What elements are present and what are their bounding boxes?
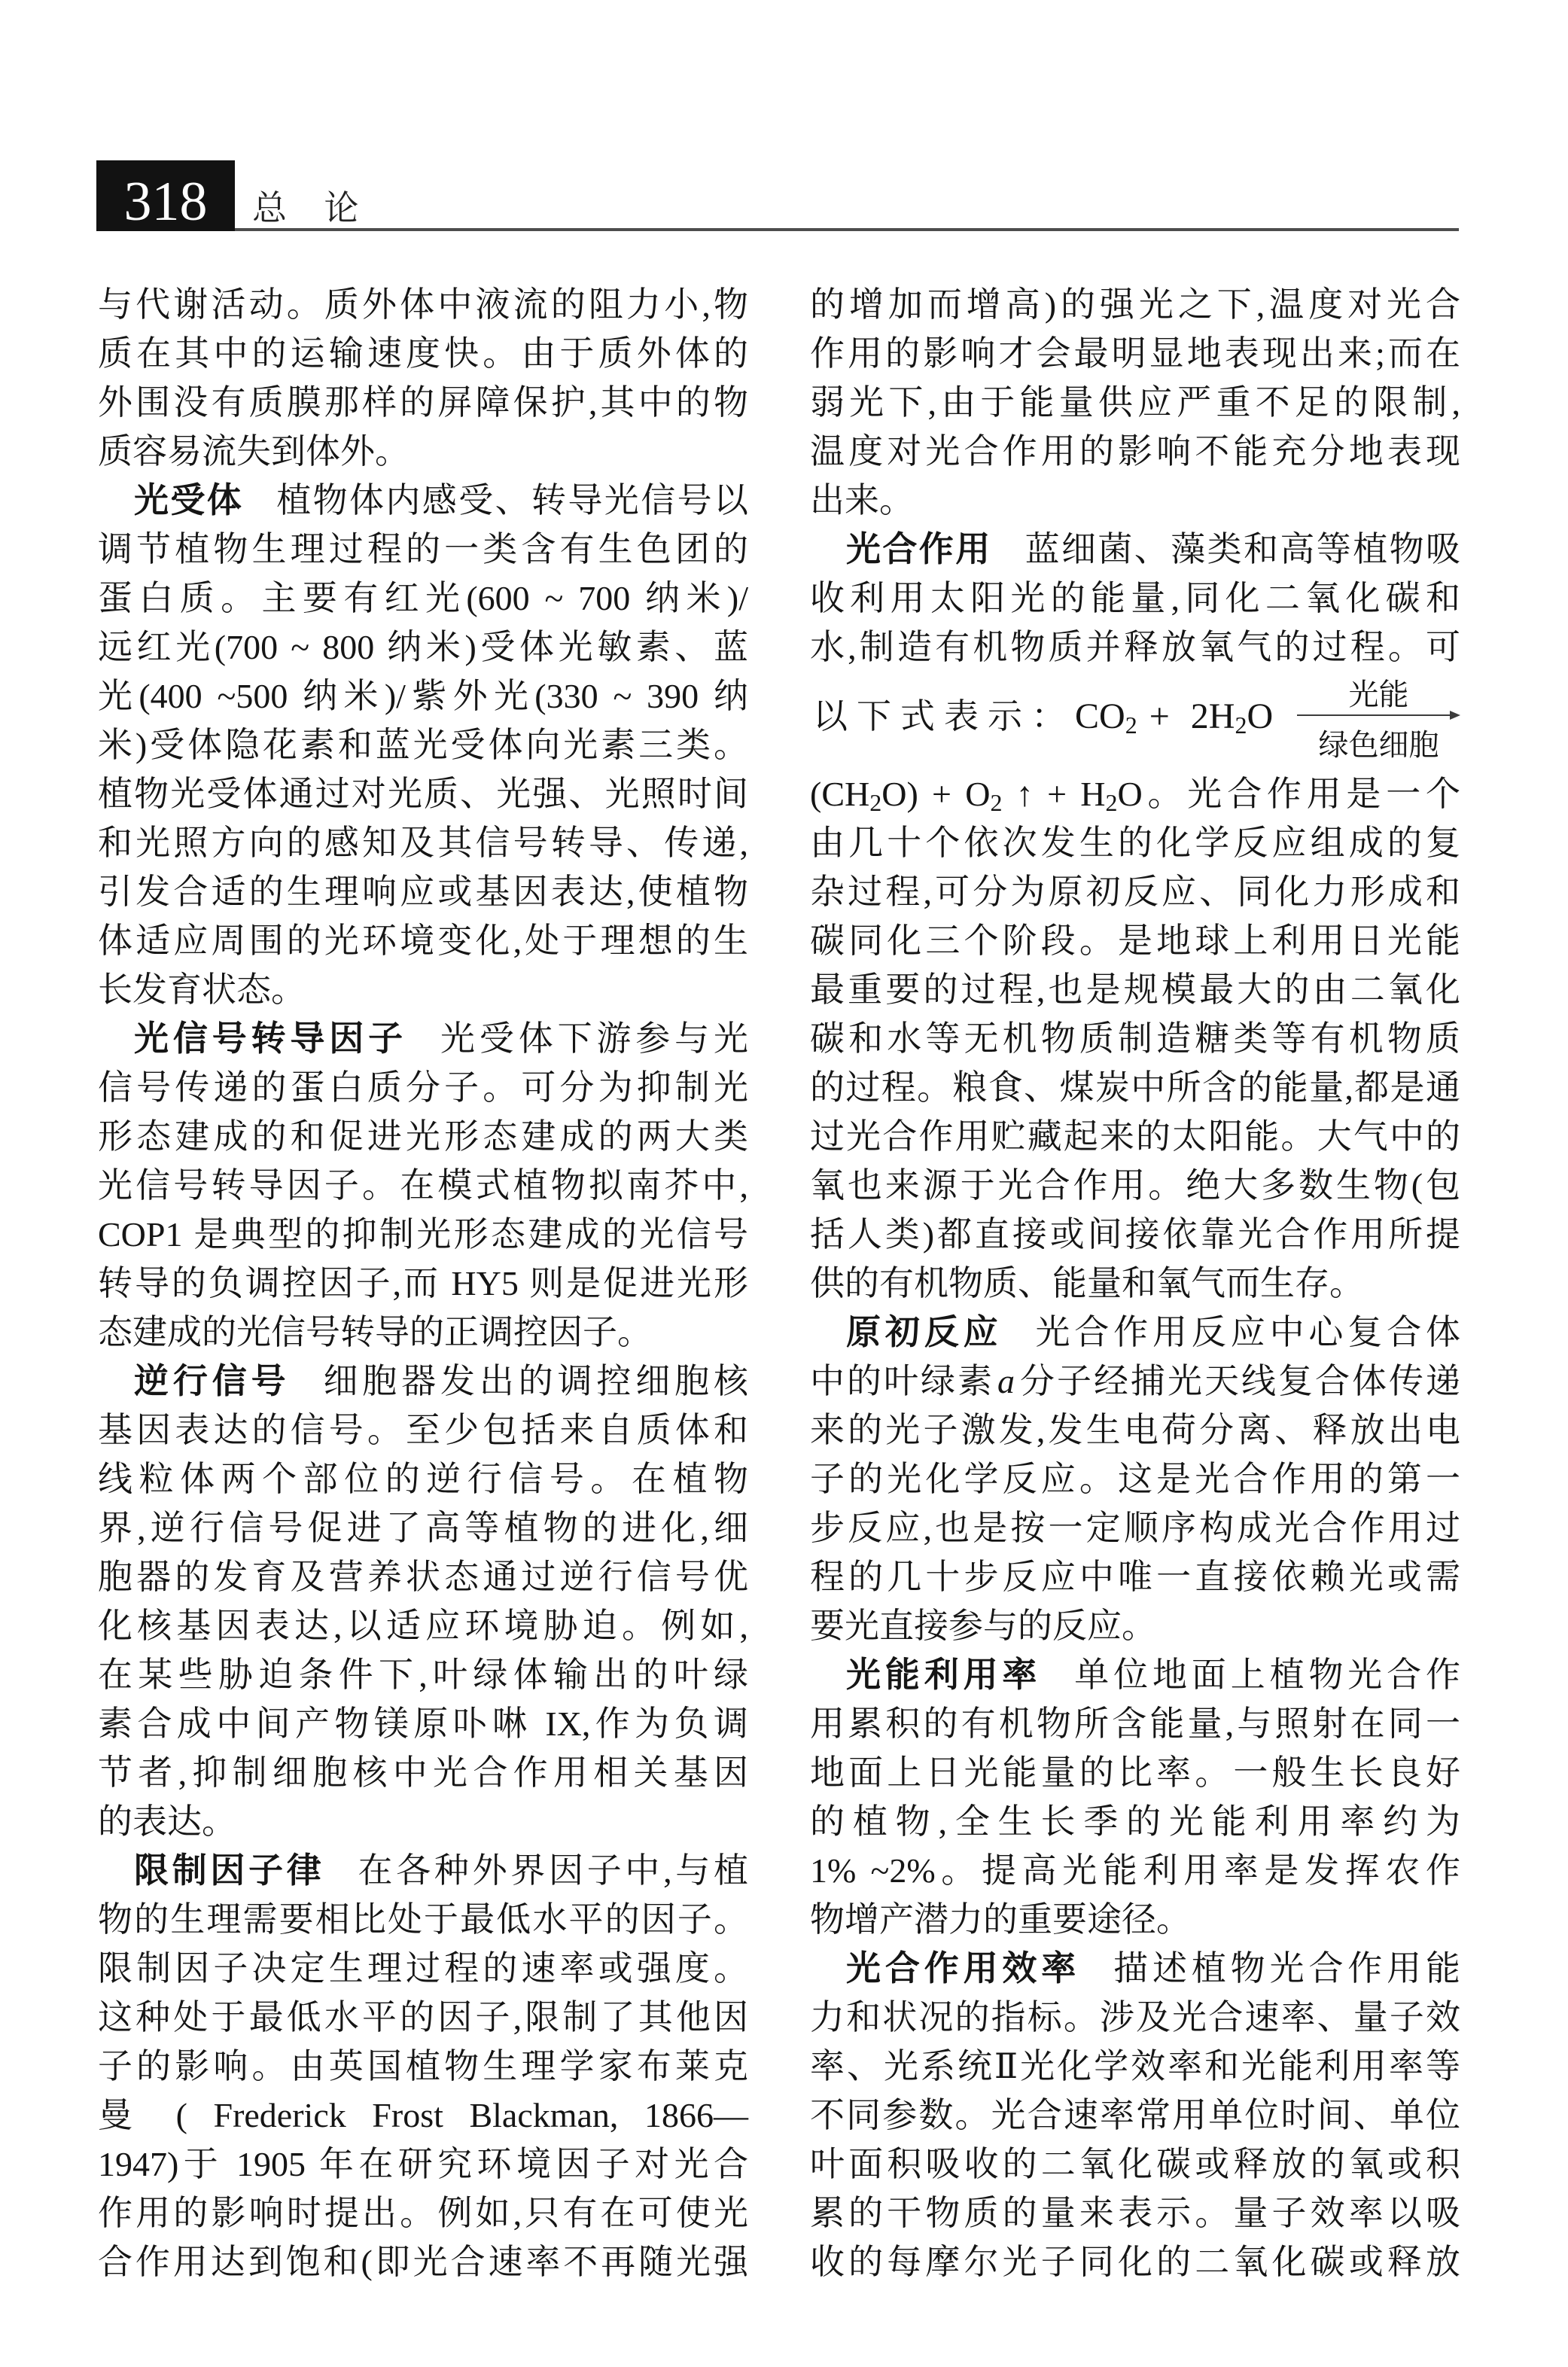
formula-text: ↑ + H <box>1002 775 1106 813</box>
text-line: 出来。 <box>810 481 914 519</box>
text-line: 蛋白质。主要有红光(600 ~ 700 纳米)/ <box>98 579 748 617</box>
reactant-co2 <box>1075 696 1137 739</box>
text-line: 外围没有质膜那样的屏障保护,其中的物 <box>98 383 748 422</box>
entry-first-line <box>98 1357 748 1406</box>
text-line: 素合成中间产物镁原卟啉 IX,作为负调 <box>98 1704 748 1743</box>
text-line: 形态建成的和促进光形态建成的两大类 <box>98 1117 748 1156</box>
text-line: 光信号转导因子。在模式植物拟南芥中, <box>98 1166 748 1205</box>
text-line: 质容易流失到体外。 <box>98 432 410 471</box>
entry-headword: 限制因子律 <box>134 1850 325 1890</box>
entry-first-line <box>810 1944 1460 1993</box>
page-number-box <box>96 160 235 231</box>
entry-first-line <box>810 1308 1460 1357</box>
entry-headword: 光信号转导因子 <box>134 1018 407 1059</box>
text-line: 率、光系统Ⅱ光化学效率和光能利用率等 <box>810 2047 1460 2085</box>
text-line: 体适应周围的光环境变化,处于理想的生 <box>98 922 748 960</box>
text-line: 括人类)都直接或间接依靠光合作用所提 <box>810 1215 1460 1254</box>
entry-definition-text: 光合作用反应中心复合体 <box>1035 1313 1461 1351</box>
entry-definition-text: 细胞器发出的调控细胞核 <box>323 1362 749 1400</box>
chemical-equation <box>810 672 1460 769</box>
entry-definition-text: 光受体下游参与光 <box>440 1019 749 1058</box>
text-line: COP1 是典型的抑制光形态建成的光信号 <box>98 1215 748 1254</box>
text-segment: 分子经捕光天线复合体传递 <box>1018 1362 1460 1400</box>
entry-headword: 光合作用效率 <box>846 1948 1081 1988</box>
text-line <box>810 1357 1460 1406</box>
right-column <box>810 280 1460 2286</box>
text-line: 引发合适的生理响应或基因表达,使植物 <box>98 873 748 911</box>
entry-first-line <box>98 1014 748 1063</box>
equation-reactants <box>813 694 1273 739</box>
entry-first-line <box>810 525 1460 574</box>
text-line: 温度对光合作用的影响不能充分地表现 <box>810 432 1460 471</box>
text-line: 程的几十步反应中唯一直接依赖光或需 <box>810 1558 1460 1596</box>
text-line: 杂过程,可分为原初反应、同化力形成和 <box>810 873 1460 911</box>
text-line: 界,逆行信号促进了高等植物的进化,细 <box>98 1509 748 1547</box>
text-line: 信号传递的蛋白质分子。可分为抑制光 <box>98 1068 748 1107</box>
formula-subscript: 2 <box>1125 711 1137 739</box>
formula-text: (CH <box>810 775 870 813</box>
text-line: 胞器的发育及营养状态通过逆行信号优 <box>98 1558 748 1596</box>
plus-sign: + <box>1149 696 1170 736</box>
entry-headword: 光能利用率 <box>846 1654 1042 1695</box>
text-line: 用累积的有机物所含能量,与照射在同一 <box>810 1704 1460 1743</box>
equation-lead-text: 以下式表示： <box>813 697 1075 736</box>
text-line: 由几十个依次发生的化学反应组成的复 <box>810 824 1460 862</box>
left-column <box>98 280 748 2286</box>
text-line: 曼 ( Frederick Frost Blackman, 1866— <box>98 2096 748 2134</box>
text-segment: 中的叶绿素 <box>810 1362 994 1400</box>
text-line: 光(400 ~500 纳米)/紫外光(330 ~ 390 纳 <box>98 677 748 715</box>
text-line: 水,制造有机物质并释放氧气的过程。可 <box>810 628 1460 666</box>
text-line: 合作用达到饱和(即光合速率不再随光强 <box>98 2243 748 2281</box>
reactant-h2o <box>1190 696 1274 739</box>
text-line: 地面上日光能量的比率。一般生长良好 <box>810 1753 1460 1792</box>
formula-base: CO <box>1075 696 1125 736</box>
text-line: 作用的影响时提出。例如,只有在可使光 <box>98 2194 748 2232</box>
formula-subscript: 2 <box>990 789 1003 816</box>
text-line: 累的干物质的量来表示。量子效率以吸 <box>810 2194 1460 2232</box>
entry-headword: 光合作用 <box>846 529 992 569</box>
header-rule <box>96 228 1459 231</box>
formula-subscript: 2 <box>869 789 882 816</box>
text-line: 转导的负调控因子,而 HY5 则是促进光形 <box>98 1264 748 1302</box>
text-line: 植物光受体通过对光质、光强、光照时间 <box>98 775 748 813</box>
text-line: 物增产潜力的重要途径。 <box>810 1900 1191 1939</box>
formula-text: O。光合作用是一个 <box>1117 775 1460 813</box>
section-title: 总 论 <box>252 189 373 227</box>
arrow-right-icon <box>1450 711 1460 720</box>
text-line: 收的每摩尔光子同化的二氧化碳或释放 <box>810 2243 1460 2281</box>
text-line: 收利用太阳光的能量,同化二氧化碳和 <box>810 579 1460 617</box>
italic-variable: a <box>997 1362 1015 1400</box>
text-line: 基因表达的信号。至少包括来自质体和 <box>98 1411 748 1449</box>
entry-definition-text: 在各种外界因子中,与植 <box>358 1851 748 1890</box>
formula-tail: O <box>1247 696 1274 736</box>
entry-first-line <box>98 476 748 525</box>
reaction-condition-above: 光能 <box>1348 678 1409 711</box>
entry-headword: 逆行信号 <box>134 1360 291 1401</box>
text-line: 力和状况的指标。涉及光合速率、量子效 <box>810 1998 1460 2036</box>
entry-first-line <box>810 1650 1460 1699</box>
text-line: 物的生理需要相比处于最低水平的因子。 <box>98 1900 748 1939</box>
text-line: 供的有机物质、能量和氧气而生存。 <box>810 1264 1364 1302</box>
text-line: 1% ~2%。提高光能利用率是发挥农作 <box>810 1851 1460 1890</box>
text-line: 的表达。 <box>98 1802 236 1841</box>
reaction-condition-below: 绿色细胞 <box>1318 728 1439 762</box>
text-line: 米)受体隐花素和蓝光受体向光素三类。 <box>98 726 748 764</box>
formula-text: O) + O <box>881 775 991 813</box>
reaction-arrow <box>1297 672 1460 769</box>
entry-headword: 原初反应 <box>846 1311 1003 1352</box>
text-line: 线粒体两个部位的逆行信号。在植物 <box>98 1460 748 1498</box>
text-line: 的增加而增高)的强光之下,温度对光合 <box>810 285 1460 324</box>
text-line: 远红光(700 ~ 800 纳米)受体光敏素、蓝 <box>98 628 748 666</box>
text-line: 碳同化三个阶段。是地球上利用日光能 <box>810 922 1460 960</box>
arrow-shaft <box>1297 714 1453 716</box>
page-number: 318 <box>123 171 208 233</box>
entry-definition-text: 蓝细菌、藻类和高等植物吸 <box>1025 530 1461 568</box>
text-line: 这种处于最低水平的因子,限制了其他因 <box>98 1998 748 2036</box>
text-line: 步反应,也是按一定顺序构成光合作用过 <box>810 1509 1460 1547</box>
text-line: 碳和水等无机物质制造糖类等有机物质 <box>810 1019 1460 1058</box>
formula-subscript: 2 <box>1105 789 1118 816</box>
text-line: 氧也来源于光合作用。绝大多数生物(包 <box>810 1166 1460 1205</box>
text-line: 化核基因表达,以适应环境胁迫。例如, <box>98 1607 748 1645</box>
text-line: 的植物,全生长季的光能利用率约为 <box>810 1802 1460 1841</box>
text-line: 与代谢活动。质外体中液流的阻力小,物 <box>98 285 748 324</box>
entry-first-line <box>98 1846 748 1895</box>
formula-subscript: 2 <box>1235 711 1247 739</box>
formula-base: 2H <box>1190 696 1235 736</box>
equation-products-line <box>810 769 1460 818</box>
text-line: 子的影响。由英国植物生理学家布莱克 <box>98 2047 748 2085</box>
text-line: 子的光化学反应。这是光合作用的第一 <box>810 1460 1460 1498</box>
text-line: 限制因子决定生理过程的速率或强度。 <box>98 1949 748 1988</box>
text-line: 1947)于 1905 年在研究环境因子对光合 <box>98 2145 748 2183</box>
text-line: 长发育状态。 <box>98 970 306 1009</box>
text-line: 来的光子激发,发生电荷分离、释放出电 <box>810 1411 1460 1449</box>
text-line: 和光照方向的感知及其信号转导、传递, <box>98 824 748 862</box>
text-line: 叶面积吸收的二氧化碳或释放的氧或积 <box>810 2145 1460 2183</box>
text-line: 作用的影响才会最明显地表现出来;而在 <box>810 334 1460 373</box>
text-line: 不同参数。光合速率常用单位时间、单位 <box>810 2096 1460 2134</box>
text-line: 在某些胁迫条件下,叶绿体输出的叶绿 <box>98 1656 748 1694</box>
entry-definition-text: 单位地面上植物光合作 <box>1074 1656 1461 1694</box>
text-line: 弱光下,由于能量供应严重不足的限制, <box>810 383 1460 422</box>
text-line: 过光合作用贮藏起来的太阳能。大气中的 <box>810 1117 1460 1156</box>
text-line: 调节植物生理过程的一类含有生色团的 <box>98 530 748 568</box>
text-line: 的过程。粮食、煤炭中所含的能量,都是通 <box>810 1068 1460 1107</box>
entry-definition-text: 植物体内感受、转导光信号以 <box>276 481 749 519</box>
text-line: 要光直接参与的反应。 <box>810 1607 1156 1645</box>
text-line: 最重要的过程,也是规模最大的由二氧化 <box>810 970 1460 1009</box>
text-line: 质在其中的运输速度快。由于质外体的 <box>98 334 748 373</box>
entry-definition-text: 描述植物光合作用能 <box>1113 1949 1461 1988</box>
text-line: 节者,抑制细胞核中光合作用相关基因 <box>98 1753 748 1792</box>
entry-headword: 光受体 <box>134 480 244 520</box>
text-line: 态建成的光信号转导的正调控因子。 <box>98 1313 652 1351</box>
